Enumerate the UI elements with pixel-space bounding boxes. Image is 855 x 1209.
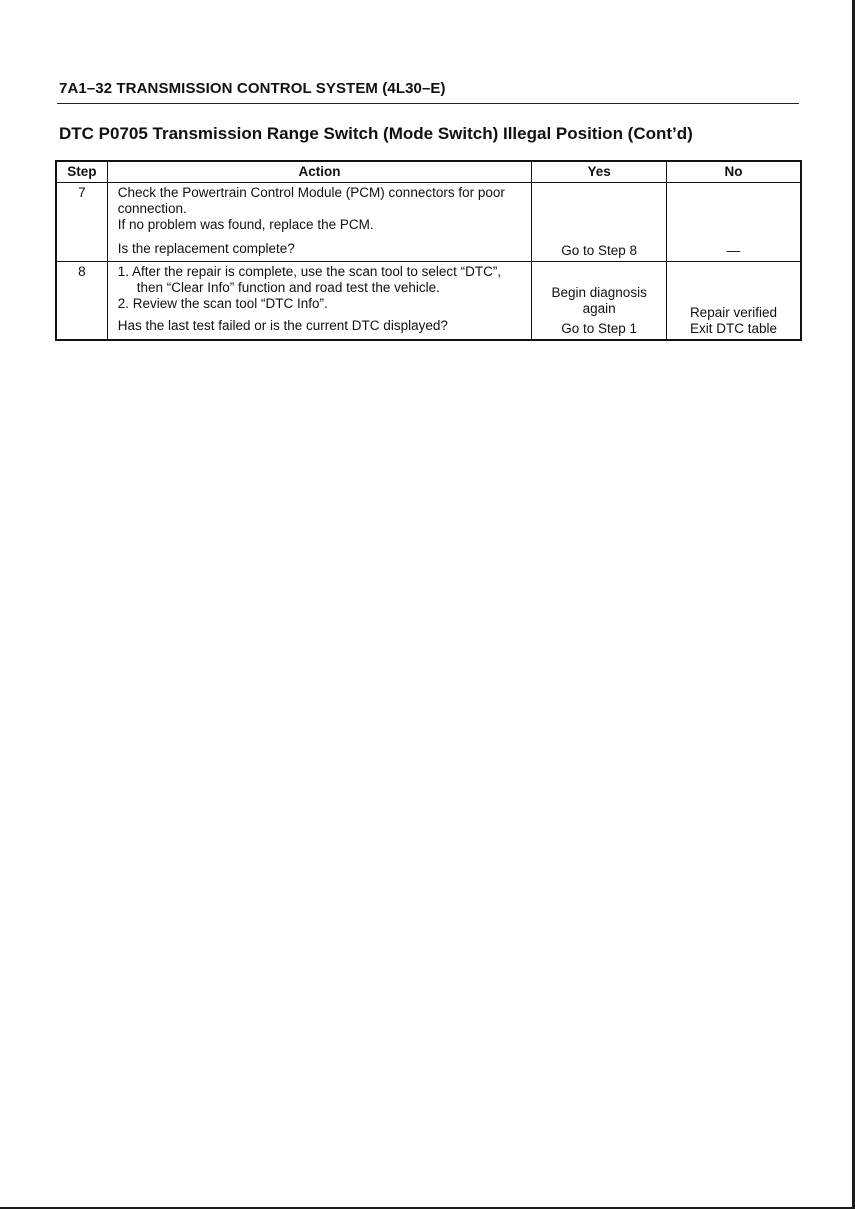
dtc-table <box>55 160 802 341</box>
table-header-row <box>56 161 801 183</box>
step-number: 7 <box>56 183 107 262</box>
section-title: DTC P0705 Transmission Range Switch (Mode Switch) Illegal Position (Cont’d) <box>59 124 693 143</box>
yes-result-line: Begin diagnosis <box>551 284 647 300</box>
step-number: 8 <box>56 262 107 340</box>
column-header-action: Action <box>107 161 532 183</box>
column-header-yes: Yes <box>532 161 667 183</box>
no-result-line: Repair verified <box>689 304 777 320</box>
action-cell <box>107 262 532 340</box>
action-list-item: 2. Review the scan tool “DTC Info”. <box>117 296 328 311</box>
action-list-item: 1. After the repair is complete, use the scan tool to select “DTC”, <box>117 264 502 279</box>
page-header: 7A1–32 TRANSMISSION CONTROL SYSTEM (4L30–E) <box>59 80 446 97</box>
action-line: If no problem was found, replace the PCM. <box>117 217 374 232</box>
yes-result-line: Go to Step 1 <box>561 320 638 336</box>
action-question: Has the last test failed or is the current DTC displayed? <box>117 318 448 333</box>
action-list-item-continuation: then “Clear Info” function and road test the vehicle. <box>136 280 440 295</box>
yes-result-line: again <box>582 300 616 316</box>
action-line: connection. <box>117 201 187 216</box>
no-result <box>666 262 801 340</box>
column-header-no: No <box>666 161 801 183</box>
action-cell <box>107 183 532 262</box>
no-result-line: Exit DTC table <box>689 320 777 336</box>
header-divider <box>57 103 799 104</box>
yes-result <box>532 262 667 340</box>
yes-result: Go to Step 8 <box>532 183 667 262</box>
no-result: — <box>666 183 801 262</box>
column-header-step: Step <box>56 161 107 183</box>
action-line: Check the Powertrain Control Module (PCM) connectors for poor <box>117 185 505 200</box>
action-question: Is the replacement complete? <box>117 241 295 256</box>
table-row <box>56 183 801 262</box>
table-row <box>56 262 801 340</box>
